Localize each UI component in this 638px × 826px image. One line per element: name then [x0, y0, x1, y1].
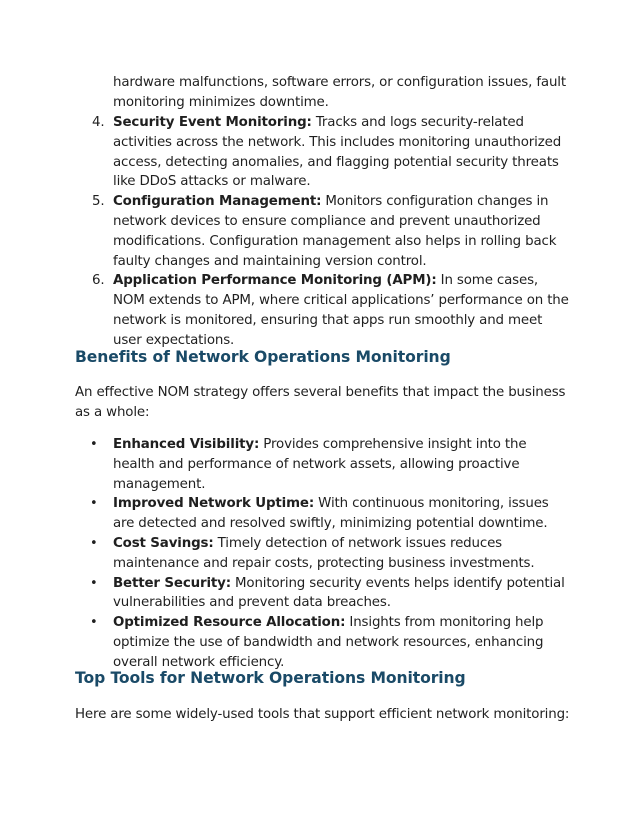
list-item-text: Monitoring security events helps identify potential vulnerabilities and prevent data breaches.: [113, 575, 565, 611]
list-item-term: Better Security:: [113, 575, 231, 591]
bullet-icon: •: [90, 575, 98, 591]
bullet-icon: •: [90, 615, 98, 631]
list-item-text: Tracks and logs security-related activities across the network. This includes monitoring unauthorized access, detecting anomalies, and flagging potential security threats like DDoS attacks or malware.: [113, 115, 562, 190]
list-marker: 4.: [92, 115, 105, 130]
continuation-text: hardware malfunctions, software errors, or configuration issues, fault monitoring minimizes downtime.: [113, 75, 566, 110]
continuation-paragraph: [113, 73, 570, 113]
benefits-intro-text: An effective NOM strategy offers several benefits that impact the business as a whole:: [75, 385, 566, 420]
list-item: [75, 192, 570, 271]
tools-heading: Top Tools for Network Operations Monitoring: [75, 669, 466, 687]
list-item: [75, 574, 570, 614]
list-item-term: Security Event Monitoring:: [113, 115, 312, 130]
list-item-text: Insights from monitoring help optimize the use of bandwidth and network resources, enhancing overall network efficiency.: [113, 615, 544, 670]
list-item: [75, 613, 570, 672]
numbered-list: [75, 113, 570, 351]
list-item-term: Optimized Resource Allocation:: [113, 615, 346, 631]
list-item-term: Application Performance Monitoring (APM):: [113, 273, 437, 289]
bullet-icon: •: [90, 437, 98, 452]
list-marker: 5.: [92, 194, 105, 210]
list-item-term: Configuration Management:: [113, 194, 322, 210]
list-item-term: Enhanced Visibility:: [113, 437, 260, 452]
list-item: [75, 534, 570, 574]
list-item-text: In some cases, NOM extends to APM, where critical applications’ performance on the network is monitored, ensuring that apps run smoothly and meet user expectations.: [113, 273, 569, 348]
list-item-text: Timely detection of network issues reduces maintenance and repair costs, protecting business investments.: [113, 535, 535, 571]
benefits-list: [75, 435, 570, 673]
bullet-icon: •: [90, 535, 98, 551]
list-item: [75, 271, 570, 350]
benefits-heading: Benefits of Network Operations Monitoring: [75, 348, 451, 366]
tools-intro: [75, 705, 570, 725]
list-item-text: With continuous monitoring, issues are detected and resolved swiftly, minimizing potential downtime.: [113, 496, 549, 532]
list-item: [75, 494, 570, 534]
list-item-term: Improved Network Uptime:: [113, 496, 315, 512]
list-marker: 6.: [92, 273, 105, 289]
list-item-text: Monitors configuration changes in network devices to ensure compliance and prevent unauthorized modifications. Configuration management also helps in rolling back faulty changes and maintaining version control.: [113, 194, 557, 269]
benefits-intro: [75, 383, 570, 423]
list-item-text: Provides comprehensive insight into the health and performance of network assets, allowing proactive management.: [113, 437, 527, 492]
bullet-icon: •: [90, 496, 98, 512]
list-item: [75, 435, 570, 494]
list-item: [75, 113, 570, 192]
list-item-term: Cost Savings:: [113, 535, 214, 551]
tools-intro-text: Here are some widely-used tools that support efficient network monitoring:: [75, 707, 570, 722]
